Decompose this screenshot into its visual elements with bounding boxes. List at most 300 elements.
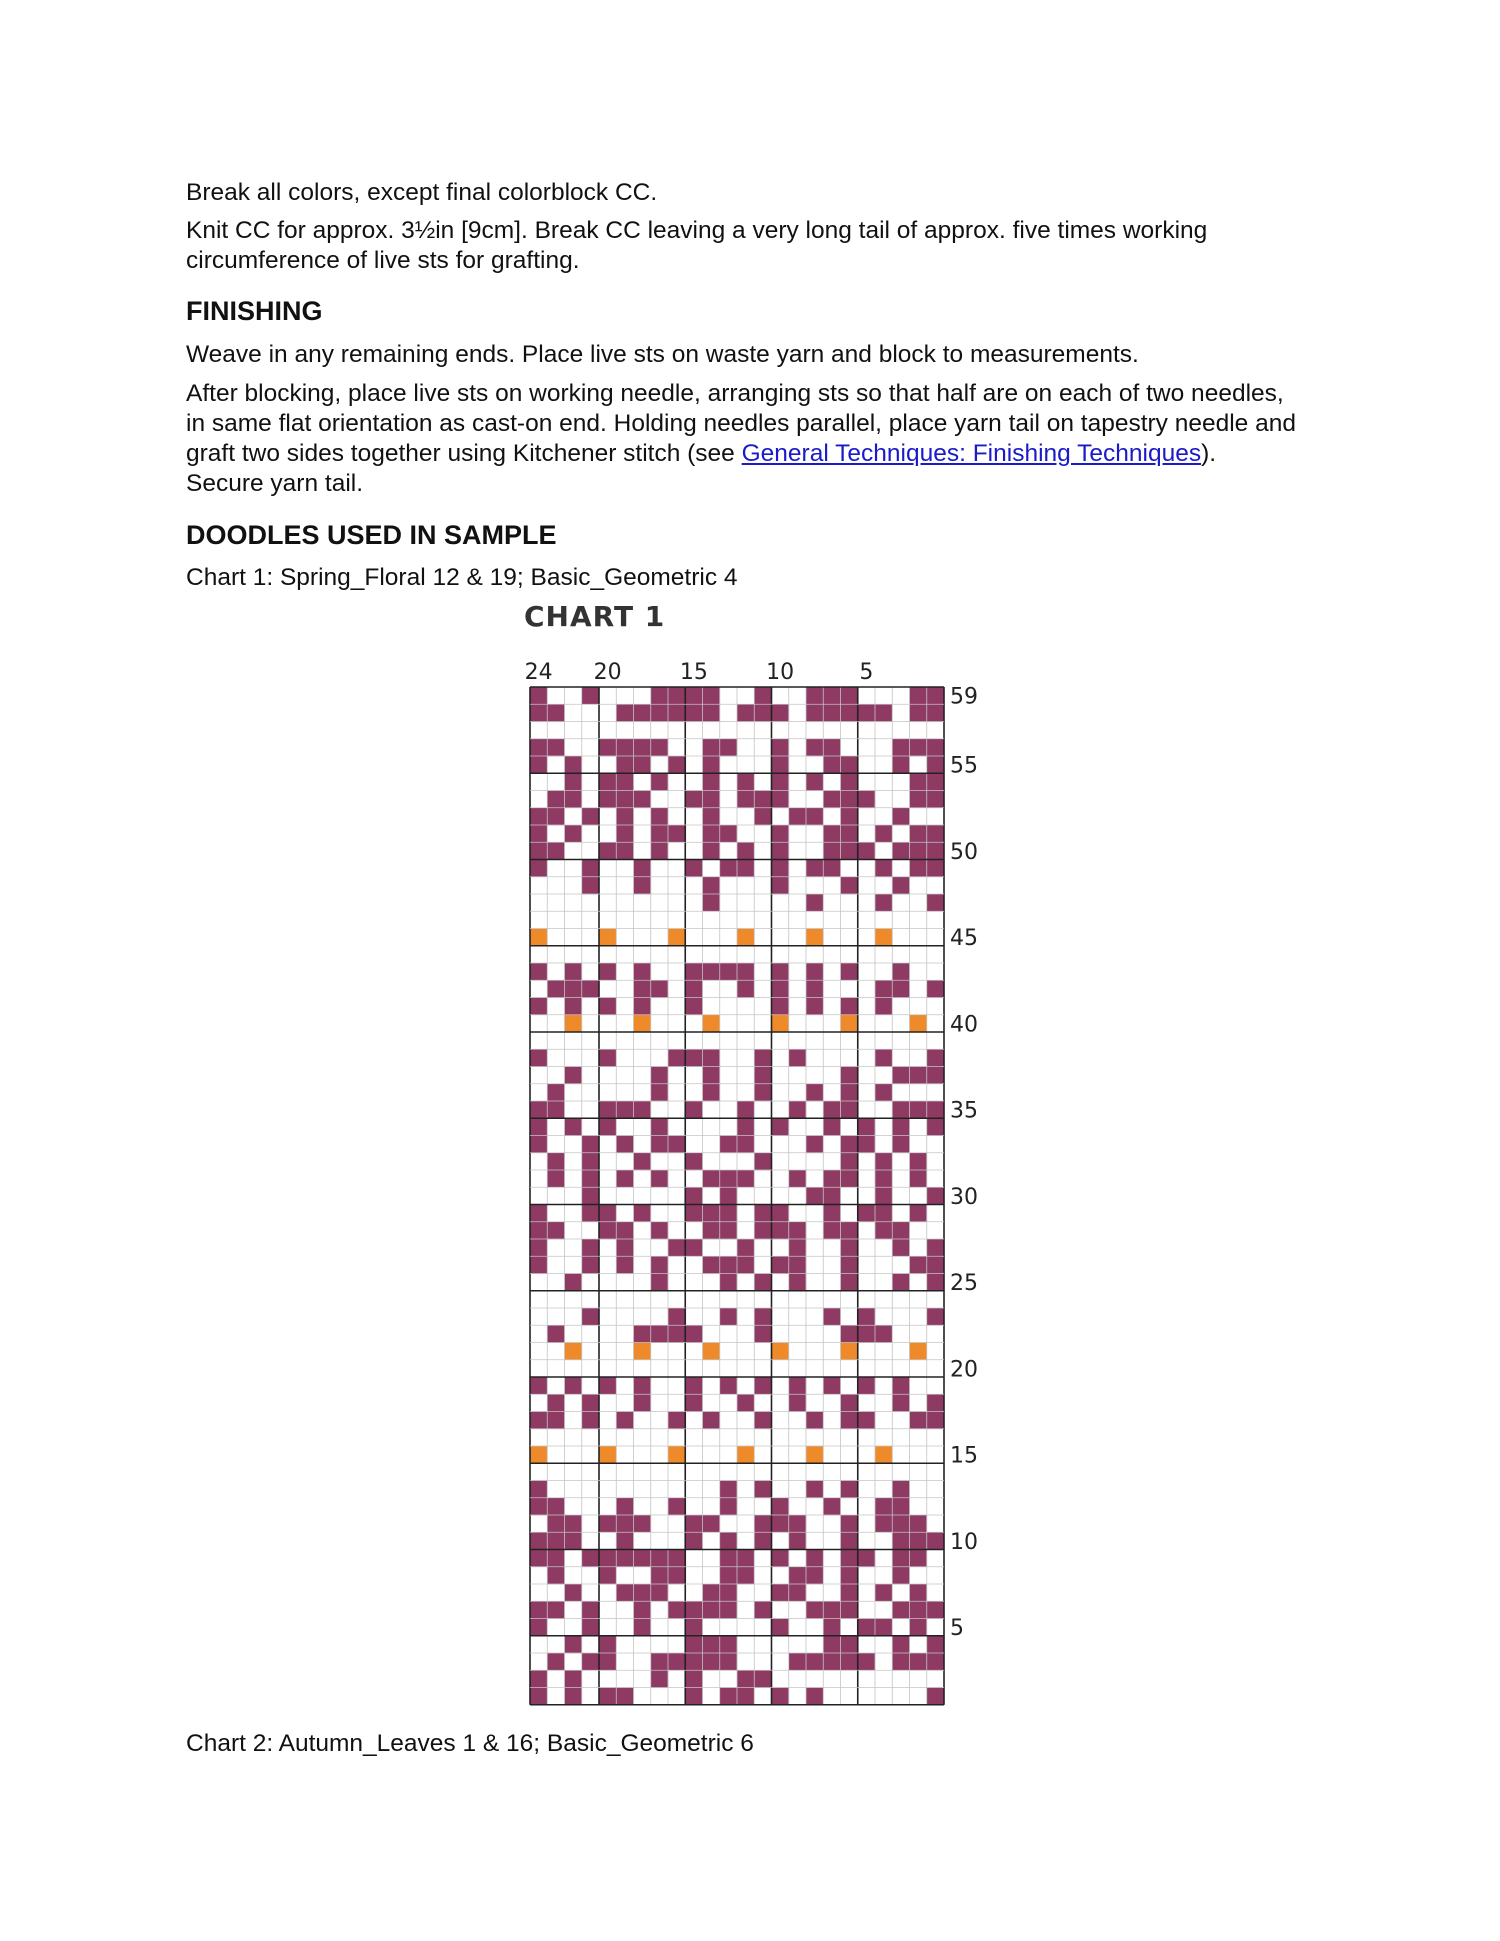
- stitch-main: [737, 1239, 755, 1257]
- stitch-main: [599, 791, 617, 809]
- stitch-main: [858, 1550, 876, 1568]
- stitch-main: [599, 1636, 617, 1654]
- stitch-main: [927, 1636, 945, 1654]
- stitch-main: [754, 791, 772, 809]
- stitch-main: [651, 704, 669, 722]
- chart1-caption: Chart 1: Spring_Floral 12 & 19; Basic_Geometric 4: [186, 564, 738, 591]
- stitch-main: [823, 1601, 841, 1619]
- stitch-main: [565, 1636, 583, 1654]
- stitch-main: [685, 1619, 703, 1637]
- stitch-main: [547, 739, 565, 757]
- stitch-main: [754, 1084, 772, 1102]
- stitch-main: [841, 842, 859, 860]
- stitch-main: [703, 1636, 721, 1654]
- stitch-main: [582, 1653, 600, 1671]
- stitch-main: [651, 739, 669, 757]
- stitch-main: [668, 1239, 686, 1257]
- stitch-main: [927, 773, 945, 791]
- stitch-main: [720, 739, 738, 757]
- stitch-main: [547, 1222, 565, 1240]
- stitch-main: [875, 1187, 893, 1205]
- stitch-main: [685, 1601, 703, 1619]
- stitch-main: [565, 756, 583, 774]
- stitch-main: [565, 963, 583, 981]
- stitch-contrast: [737, 929, 755, 947]
- stitch-main: [806, 860, 824, 878]
- stitch-main: [634, 1153, 652, 1171]
- stitch-main: [772, 842, 790, 860]
- stitch-main: [927, 1601, 945, 1619]
- stitch-main: [875, 1325, 893, 1343]
- stitch-main: [806, 1567, 824, 1585]
- stitch-main: [685, 687, 703, 705]
- stitch-main: [651, 825, 669, 843]
- stitch-main: [806, 1601, 824, 1619]
- stitch-main: [530, 1481, 548, 1499]
- stitch-main: [668, 1325, 686, 1343]
- stitch-main: [892, 1067, 910, 1085]
- stitch-main: [530, 808, 548, 826]
- stitch-main: [634, 1601, 652, 1619]
- stitch-main: [634, 791, 652, 809]
- stitch-main: [772, 1222, 790, 1240]
- stitch-main: [910, 1256, 928, 1274]
- stitch-main: [841, 808, 859, 826]
- stitch-main: [927, 1067, 945, 1085]
- stitch-main: [823, 1170, 841, 1188]
- stitch-main: [668, 825, 686, 843]
- stitch-main: [841, 1136, 859, 1154]
- stitch-main: [927, 1187, 945, 1205]
- stitch-main: [892, 739, 910, 757]
- stitch-main: [772, 739, 790, 757]
- stitch-main: [754, 1532, 772, 1550]
- stitch-main: [599, 1101, 617, 1119]
- stitch-main: [547, 1101, 565, 1119]
- stitch-main: [927, 825, 945, 843]
- stitch-main: [892, 1394, 910, 1412]
- column-tick-label: 5: [859, 660, 874, 685]
- stitch-main: [530, 1049, 548, 1067]
- stitch-main: [582, 1187, 600, 1205]
- stitch-main: [616, 1584, 634, 1602]
- stitch-main: [892, 1239, 910, 1257]
- stitch-main: [841, 1325, 859, 1343]
- stitch-main: [875, 1084, 893, 1102]
- stitch-main: [668, 1498, 686, 1516]
- stitch-main: [892, 1101, 910, 1119]
- stitch-main: [737, 791, 755, 809]
- stitch-main: [703, 1067, 721, 1085]
- stitch-main: [841, 825, 859, 843]
- stitch-main: [841, 1412, 859, 1430]
- stitch-main: [754, 1274, 772, 1292]
- stitch-main: [616, 1222, 634, 1240]
- row-tick-label: 40: [950, 1012, 978, 1038]
- stitch-main: [927, 1308, 945, 1326]
- stitch-main: [754, 808, 772, 826]
- stitch-main: [582, 1619, 600, 1637]
- stitch-main: [754, 1067, 772, 1085]
- stitch-main: [651, 1170, 669, 1188]
- stitch-main: [685, 1187, 703, 1205]
- stitch-main: [685, 1205, 703, 1223]
- stitch-main: [910, 1170, 928, 1188]
- stitch-main: [634, 1377, 652, 1395]
- stitch-main: [530, 1222, 548, 1240]
- stitch-main: [565, 1377, 583, 1395]
- stitch-main: [703, 1653, 721, 1671]
- stitch-main: [616, 773, 634, 791]
- stitch-main: [858, 1412, 876, 1430]
- stitch-main: [634, 1550, 652, 1568]
- stitch-main: [599, 1222, 617, 1240]
- stitch-main: [530, 1601, 548, 1619]
- stitch-main: [582, 860, 600, 878]
- stitch-main: [772, 704, 790, 722]
- stitch-main: [565, 1067, 583, 1085]
- stitch-main: [823, 1187, 841, 1205]
- stitch-main: [772, 1498, 790, 1516]
- stitch-main: [599, 1653, 617, 1671]
- stitch-main: [789, 1532, 807, 1550]
- stitch-main: [530, 1670, 548, 1688]
- stitch-main: [806, 980, 824, 998]
- stitch-main: [685, 1636, 703, 1654]
- stitch-main: [823, 756, 841, 774]
- row-tick-label: 15: [950, 1443, 978, 1469]
- stitch-main: [565, 791, 583, 809]
- stitch-main: [892, 756, 910, 774]
- stitch-contrast: [841, 1343, 859, 1361]
- stitch-main: [737, 963, 755, 981]
- stitch-main: [789, 1584, 807, 1602]
- stitch-main: [892, 1567, 910, 1585]
- stitch-main: [875, 860, 893, 878]
- stitch-main: [530, 1101, 548, 1119]
- stitch-contrast: [703, 1015, 721, 1033]
- column-tick-label: 10: [766, 660, 795, 685]
- row-tick-label: 20: [950, 1357, 978, 1383]
- stitch-main: [789, 1567, 807, 1585]
- stitch-main: [823, 860, 841, 878]
- stitch-main: [668, 1601, 686, 1619]
- stitch-main: [582, 1308, 600, 1326]
- stitch-main: [703, 1084, 721, 1102]
- stitch-main: [789, 1049, 807, 1067]
- stitch-main: [910, 739, 928, 757]
- stitch-main: [703, 1049, 721, 1067]
- stitch-main: [616, 1256, 634, 1274]
- stitch-main: [651, 842, 669, 860]
- stitch-main: [616, 1532, 634, 1550]
- stitch-main: [547, 704, 565, 722]
- stitch-main: [927, 842, 945, 860]
- stitch-main: [565, 1584, 583, 1602]
- stitch-main: [875, 825, 893, 843]
- stitch-main: [910, 1101, 928, 1119]
- stitch-main: [806, 1412, 824, 1430]
- stitch-main: [772, 1550, 790, 1568]
- stitch-main: [720, 1550, 738, 1568]
- row-tick-label: 35: [950, 1098, 978, 1124]
- stitch-main: [616, 1136, 634, 1154]
- stitch-main: [841, 1636, 859, 1654]
- finishing-grafting: [186, 379, 1296, 499]
- stitch-main: [754, 687, 772, 705]
- stitch-main: [720, 1205, 738, 1223]
- stitch-main: [582, 1394, 600, 1412]
- stitch-main: [875, 980, 893, 998]
- row-tick-label: 45: [950, 926, 978, 952]
- stitch-main: [634, 963, 652, 981]
- stitch-main: [703, 687, 721, 705]
- stitch-main: [720, 1567, 738, 1585]
- stitch-main: [547, 980, 565, 998]
- stitch-main: [547, 791, 565, 809]
- stitch-main: [530, 1532, 548, 1550]
- stitch-contrast: [634, 1015, 652, 1033]
- stitch-contrast: [703, 1343, 721, 1361]
- stitch-main: [530, 687, 548, 705]
- stitch-main: [720, 1274, 738, 1292]
- finishing-heading: FINISHING: [186, 296, 323, 326]
- stitch-main: [651, 1567, 669, 1585]
- stitch-main: [772, 756, 790, 774]
- stitch-main: [841, 1153, 859, 1171]
- stitch-main: [634, 860, 652, 878]
- stitch-main: [927, 1256, 945, 1274]
- stitch-main: [720, 825, 738, 843]
- stitch-main: [927, 1274, 945, 1292]
- stitch-main: [892, 1481, 910, 1499]
- stitch-main: [685, 1653, 703, 1671]
- stitch-main: [772, 791, 790, 809]
- stitch-main: [634, 739, 652, 757]
- stitch-main: [875, 1170, 893, 1188]
- stitch-main: [754, 1515, 772, 1533]
- stitch-main: [892, 877, 910, 895]
- stitch-main: [703, 791, 721, 809]
- stitch-main: [841, 1256, 859, 1274]
- column-tick-label: 24: [524, 660, 553, 685]
- stitch-main: [892, 1274, 910, 1292]
- stitch-main: [685, 998, 703, 1016]
- stitch-main: [720, 860, 738, 878]
- stitch-main: [806, 1136, 824, 1154]
- stitch-main: [858, 1377, 876, 1395]
- stitch-main: [720, 1498, 738, 1516]
- stitch-main: [841, 1653, 859, 1671]
- stitch-main: [892, 1550, 910, 1568]
- stitch-main: [565, 1515, 583, 1533]
- stitch-main: [789, 808, 807, 826]
- stitch-main: [616, 1688, 634, 1706]
- stitch-main: [806, 1653, 824, 1671]
- stitch-main: [858, 1619, 876, 1637]
- stitch-main: [668, 1653, 686, 1671]
- stitch-main: [651, 1222, 669, 1240]
- stitch-main: [565, 998, 583, 1016]
- stitch-main: [651, 1584, 669, 1602]
- stitch-main: [530, 1498, 548, 1516]
- stitch-main: [668, 1308, 686, 1326]
- stitch-main: [685, 980, 703, 998]
- general-techniques-link[interactable]: General Techniques: Finishing Techniques: [741, 440, 1202, 467]
- stitch-main: [806, 1084, 824, 1102]
- stitch-main: [910, 825, 928, 843]
- stitch-main: [530, 963, 548, 981]
- stitch-main: [530, 1550, 548, 1568]
- stitch-main: [892, 1636, 910, 1654]
- stitch-main: [703, 1515, 721, 1533]
- stitch-main: [582, 1239, 600, 1257]
- stitch-main: [737, 1394, 755, 1412]
- stitch-main: [668, 1567, 686, 1585]
- stitch-main: [927, 980, 945, 998]
- stitch-main: [582, 808, 600, 826]
- stitch-main: [754, 1377, 772, 1395]
- stitch-main: [530, 998, 548, 1016]
- stitch-main: [754, 1049, 772, 1067]
- stitch-main: [530, 1136, 548, 1154]
- stitch-main: [789, 1170, 807, 1188]
- stitch-main: [616, 791, 634, 809]
- stitch-main: [789, 1239, 807, 1257]
- stitch-main: [858, 1136, 876, 1154]
- stitch-main: [823, 825, 841, 843]
- stitch-main: [841, 1239, 859, 1257]
- stitch-main: [720, 1222, 738, 1240]
- stitch-contrast: [737, 1446, 755, 1464]
- stitch-main: [927, 739, 945, 757]
- stitch-main: [892, 1601, 910, 1619]
- stitch-main: [599, 739, 617, 757]
- stitch-main: [858, 791, 876, 809]
- stitch-main: [823, 1222, 841, 1240]
- stitch-main: [651, 687, 669, 705]
- stitch-main: [582, 1205, 600, 1223]
- stitch-main: [685, 1532, 703, 1550]
- stitch-main: [927, 756, 945, 774]
- stitch-main: [582, 980, 600, 998]
- stitch-main: [651, 1653, 669, 1671]
- stitch-main: [599, 1377, 617, 1395]
- stitch-main: [789, 1256, 807, 1274]
- stitch-main: [875, 1222, 893, 1240]
- stitch-main: [530, 842, 548, 860]
- stitch-main: [634, 1325, 652, 1343]
- stitch-main: [841, 687, 859, 705]
- stitch-main: [634, 1394, 652, 1412]
- stitch-contrast: [565, 1343, 583, 1361]
- stitch-main: [737, 773, 755, 791]
- stitch-contrast: [806, 1446, 824, 1464]
- stitch-main: [772, 998, 790, 1016]
- stitch-main: [703, 825, 721, 843]
- stitch-main: [616, 1498, 634, 1516]
- stitch-main: [823, 1498, 841, 1516]
- stitch-main: [685, 1394, 703, 1412]
- stitch-main: [703, 704, 721, 722]
- stitch-main: [772, 1256, 790, 1274]
- stitch-main: [599, 1515, 617, 1533]
- stitch-main: [703, 894, 721, 912]
- stitch-main: [599, 1205, 617, 1223]
- row-tick-label: 50: [950, 839, 978, 865]
- stitch-main: [910, 860, 928, 878]
- stitch-contrast: [841, 1015, 859, 1033]
- stitch-main: [651, 773, 669, 791]
- stitch-main: [892, 980, 910, 998]
- stitch-main: [841, 1567, 859, 1585]
- stitch-main: [772, 1688, 790, 1706]
- stitch-main: [823, 1308, 841, 1326]
- stitch-main: [772, 963, 790, 981]
- stitch-main: [651, 1256, 669, 1274]
- stitch-main: [599, 773, 617, 791]
- stitch-main: [565, 1274, 583, 1292]
- stitch-main: [772, 1584, 790, 1602]
- row-tick-label: 10: [950, 1529, 978, 1555]
- stitch-main: [892, 1118, 910, 1136]
- stitch-main: [565, 1532, 583, 1550]
- stitch-main: [875, 1619, 893, 1637]
- stitch-main: [599, 1567, 617, 1585]
- column-tick-label: 20: [593, 660, 622, 685]
- stitch-main: [668, 687, 686, 705]
- stitch-main: [927, 791, 945, 809]
- stitch-main: [703, 1412, 721, 1430]
- stitch-main: [892, 1222, 910, 1240]
- stitch-main: [858, 1205, 876, 1223]
- stitch-main: [582, 1153, 600, 1171]
- stitch-main: [703, 808, 721, 826]
- chart-title: CHART 1: [524, 600, 666, 633]
- stitch-main: [685, 1101, 703, 1119]
- stitch-main: [547, 1601, 565, 1619]
- stitch-main: [858, 842, 876, 860]
- stitch-main: [737, 1688, 755, 1706]
- stitch-main: [910, 704, 928, 722]
- stitch-contrast: [668, 929, 686, 947]
- stitch-main: [875, 1205, 893, 1223]
- stitch-main: [547, 1170, 565, 1188]
- stitch-main: [582, 1601, 600, 1619]
- stitch-main: [927, 894, 945, 912]
- stitch-main: [737, 1550, 755, 1568]
- stitch-main: [789, 1653, 807, 1671]
- stitch-main: [651, 980, 669, 998]
- stitch-main: [841, 1394, 859, 1412]
- stitch-main: [737, 704, 755, 722]
- stitch-main: [841, 704, 859, 722]
- stitch-main: [720, 1532, 738, 1550]
- stitch-main: [547, 1084, 565, 1102]
- stitch-main: [634, 1205, 652, 1223]
- stitch-main: [599, 1550, 617, 1568]
- stitch-main: [772, 1118, 790, 1136]
- stitch-main: [685, 1377, 703, 1395]
- stitch-main: [720, 1636, 738, 1654]
- stitch-main: [841, 877, 859, 895]
- stitch-main: [910, 687, 928, 705]
- stitch-main: [530, 1239, 548, 1257]
- stitch-main: [789, 1101, 807, 1119]
- stitch-main: [910, 1619, 928, 1637]
- stitch-main: [823, 704, 841, 722]
- stitch-main: [547, 1567, 565, 1585]
